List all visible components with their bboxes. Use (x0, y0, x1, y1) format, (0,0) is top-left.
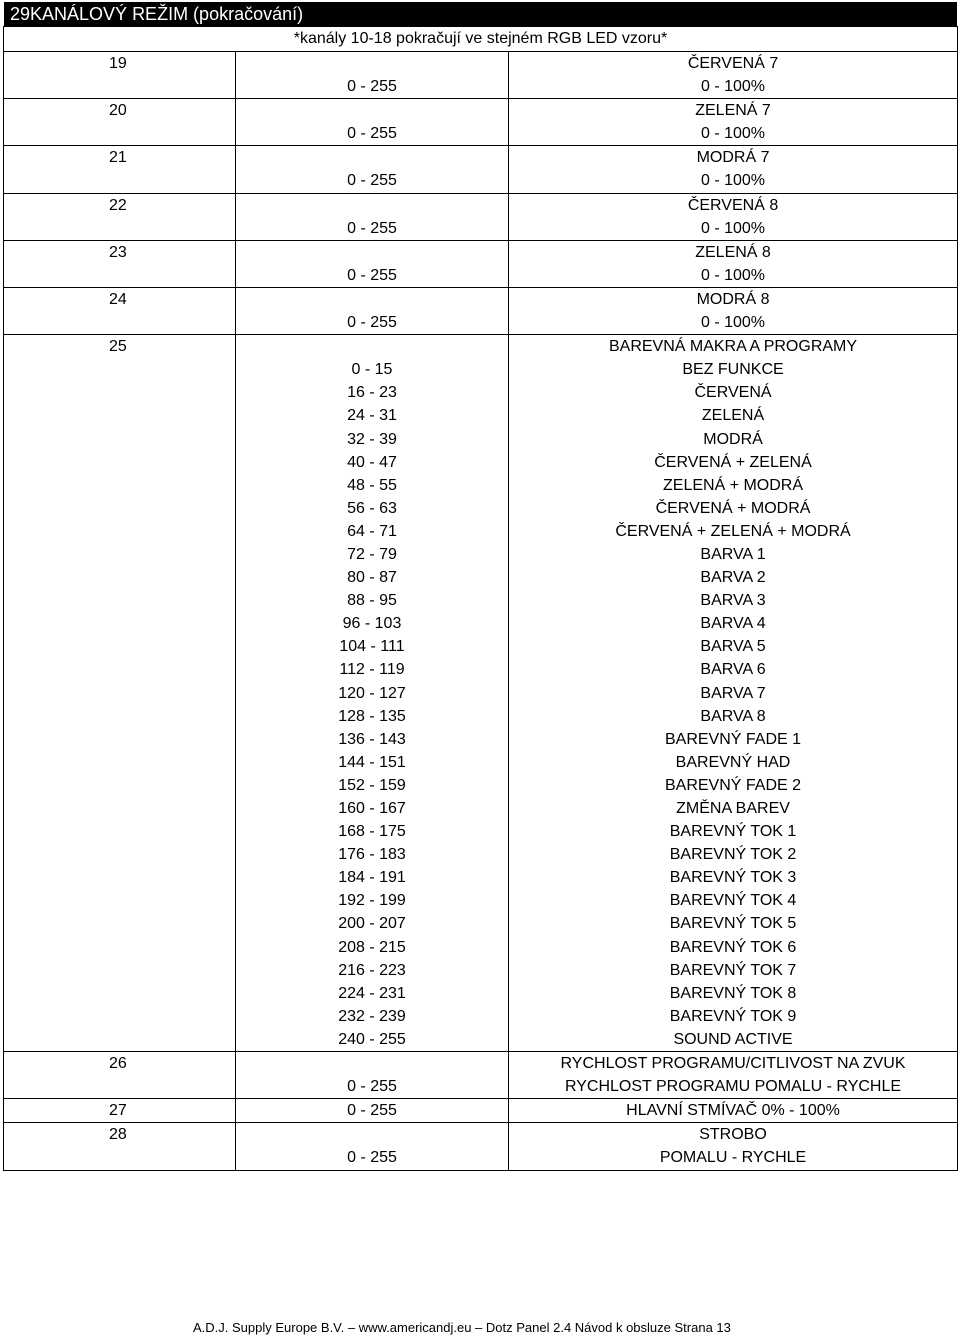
channel-cell (4, 1052, 236, 1099)
channel-cell (4, 193, 236, 240)
table-row (4, 1052, 958, 1099)
dmx-value-range (236, 1052, 508, 1075)
dmx-value-range: 88 - 95 (347, 592, 397, 610)
function-cell (509, 193, 958, 240)
function-label: BARVA 7 (700, 684, 766, 702)
function-label: BAREVNÝ TOK 2 (669, 846, 797, 864)
dmx-value-range: 144 - 151 (338, 753, 406, 771)
table-row (4, 240, 958, 287)
dmx-value-range: 112 - 119 (339, 661, 405, 679)
dmx-value-range: 192 - 199 (338, 892, 406, 910)
function-label: ZELENÁ 8 (695, 243, 771, 261)
dmx-value-range: 120 - 127 (338, 684, 406, 702)
range-cell (236, 193, 509, 240)
dmx-value-range: 64 - 71 (347, 522, 397, 540)
dmx-value-range: 176 - 183 (338, 846, 406, 864)
channel-cell (4, 1099, 236, 1123)
dmx-value-range: 48 - 55 (347, 476, 397, 494)
dmx-value-range: 240 - 255 (338, 1030, 406, 1048)
channel-number: 20 (109, 102, 127, 120)
dmx-value-range: 0 - 255 (347, 1149, 397, 1167)
function-cell (509, 146, 958, 193)
dmx-value-range (236, 241, 508, 264)
dmx-value-range (236, 99, 508, 122)
function-label: RYCHLOST PROGRAMU/CITLIVOST NA ZVUK (560, 1055, 906, 1073)
table-row (4, 52, 958, 99)
channel-number: 19 (109, 55, 127, 72)
function-label: BAREVNÝ FADE 2 (664, 776, 802, 794)
function-label: BAREVNÁ MAKRA A PROGRAMY (608, 338, 858, 356)
dmx-value-range: 72 - 79 (347, 545, 397, 563)
table-note: *kanály 10-18 pokračují ve stejném RGB LED vzoru* (4, 27, 958, 52)
dmx-value-range: 152 - 159 (338, 776, 406, 794)
dmx-value-range: 128 - 135 (338, 707, 406, 725)
dmx-value-range: 0 - 255 (347, 1102, 397, 1120)
dmx-value-range: 0 - 255 (347, 219, 397, 237)
table-row (4, 1099, 958, 1123)
range-cell (236, 1099, 509, 1123)
dmx-value-range: 104 - 111 (339, 638, 405, 656)
range-cell (236, 99, 509, 146)
table-note-row (4, 27, 958, 52)
function-label: ČERVENÁ + MODRÁ (655, 499, 811, 517)
table-row (4, 146, 958, 193)
function-label: BAREVNÝ TOK 4 (669, 892, 797, 910)
dmx-value-range: 224 - 231 (338, 984, 406, 1002)
table-row (4, 99, 958, 146)
table-row (4, 1123, 958, 1170)
dmx-value-range: 16 - 23 (347, 384, 397, 402)
function-label: BAREVNÝ HAD (675, 753, 791, 771)
function-label: STROBO (699, 1126, 767, 1144)
function-cell (509, 52, 958, 99)
channel-cell (4, 99, 236, 146)
function-label: BARVA 2 (700, 569, 766, 587)
dmx-value-range (236, 146, 508, 169)
range-cell (236, 1123, 509, 1170)
dmx-value-range: 184 - 191 (338, 869, 406, 887)
function-label: BAREVNÝ TOK 1 (669, 823, 797, 841)
page-footer: A.D.J. Supply Europe B.V. – www.americandj.eu – Dotz Panel 2.4 Návod k obsluze Strana 13 (193, 1320, 731, 1335)
function-cell (509, 287, 958, 334)
dmx-value-range: 40 - 47 (347, 453, 397, 471)
dmx-value-range: 136 - 143 (338, 730, 406, 748)
function-label: ČERVENÁ 7 (687, 55, 779, 72)
channel-cell (4, 287, 236, 334)
function-label: BARVA 3 (700, 592, 766, 610)
function-cell (509, 1099, 958, 1123)
dmx-value-range (236, 1123, 508, 1146)
table-row (4, 287, 958, 334)
channel-cell (4, 52, 236, 99)
function-label: 0 - 100% (700, 266, 766, 284)
function-label: ČERVENÁ + ZELENÁ + MODRÁ (615, 522, 851, 540)
table-row (4, 335, 958, 1052)
function-label: BARVA 1 (700, 545, 766, 563)
function-label: BAREVNÝ FADE 1 (664, 730, 802, 748)
channel-number: 26 (109, 1055, 127, 1073)
range-cell (236, 335, 509, 1052)
dmx-value-range (236, 335, 508, 358)
function-label: BARVA 6 (700, 661, 766, 679)
table-row (4, 193, 958, 240)
function-cell (509, 1052, 958, 1099)
range-cell (236, 52, 509, 99)
channel-number: 21 (109, 149, 127, 167)
function-cell (509, 335, 958, 1052)
function-label: 0 - 100% (700, 219, 766, 237)
dmx-value-range: 168 - 175 (338, 823, 406, 841)
function-cell (509, 99, 958, 146)
function-label: BEZ FUNKCE (682, 361, 784, 379)
function-label: BARVA 5 (700, 638, 766, 656)
dmx-value-range: 0 - 255 (347, 266, 397, 284)
function-label: MODRÁ (703, 430, 763, 448)
function-label: ČERVENÁ 8 (687, 196, 779, 214)
function-label: MODRÁ 8 (696, 290, 770, 308)
range-cell (236, 1052, 509, 1099)
channel-number: 23 (109, 243, 127, 261)
dmx-value-range: 0 - 255 (347, 78, 397, 96)
dmx-value-range: 24 - 31 (347, 407, 397, 425)
function-label: ČERVENÁ + ZELENÁ (654, 453, 812, 471)
channel-number: 22 (109, 196, 127, 214)
function-label: MODRÁ 7 (696, 149, 770, 167)
dmx-value-range: 96 - 103 (342, 615, 402, 633)
dmx-value-range: 208 - 215 (338, 938, 406, 956)
function-label: 0 - 100% (700, 314, 766, 332)
channel-number: 25 (109, 338, 127, 356)
dmx-value-range: 0 - 15 (351, 361, 393, 379)
function-label: ZELENÁ + MODRÁ (663, 476, 804, 494)
function-label: RYCHLOST PROGRAMU POMALU - RYCHLE (564, 1078, 902, 1096)
dmx-value-range: 216 - 223 (338, 961, 406, 979)
function-label: BAREVNÝ TOK 9 (669, 1007, 797, 1025)
dmx-value-range: 160 - 167 (338, 800, 406, 817)
function-label: BARVA 4 (700, 615, 766, 633)
dmx-value-range (236, 288, 508, 311)
channel-number: 24 (109, 290, 127, 308)
dmx-value-range: 0 - 255 (347, 1078, 397, 1096)
function-cell (509, 240, 958, 287)
function-label: 0 - 100% (700, 78, 766, 96)
range-cell (236, 240, 509, 287)
dmx-value-range: 0 - 255 (347, 314, 397, 332)
dmx-channel-table (3, 26, 958, 1171)
range-cell (236, 146, 509, 193)
function-label: BARVA 8 (700, 707, 766, 725)
channel-cell (4, 1123, 236, 1170)
channel-number: 28 (109, 1126, 127, 1144)
function-label: ZELENÁ (701, 407, 765, 425)
dmx-value-range: 200 - 207 (338, 915, 406, 933)
channel-cell (4, 146, 236, 193)
dmx-value-range: 232 - 239 (338, 1007, 406, 1025)
function-cell (509, 1123, 958, 1170)
channel-cell (4, 240, 236, 287)
dmx-value-range: 32 - 39 (347, 430, 397, 448)
function-label: SOUND ACTIVE (673, 1030, 793, 1048)
dmx-value-range: 56 - 63 (347, 499, 397, 517)
function-label: BAREVNÝ TOK 8 (669, 984, 797, 1002)
function-label: POMALU - RYCHLE (659, 1149, 807, 1167)
function-label: BAREVNÝ TOK 6 (669, 938, 797, 956)
function-label: HLAVNÍ STMÍVAČ 0% - 100% (626, 1102, 840, 1120)
dmx-value-range (236, 52, 508, 75)
function-label: ZELENÁ 7 (695, 102, 771, 120)
range-cell (236, 287, 509, 334)
function-label: BAREVNÝ TOK 3 (669, 869, 797, 887)
function-label: BAREVNÝ TOK 5 (669, 915, 797, 933)
function-label: 0 - 100% (700, 172, 766, 190)
dmx-value-range: 80 - 87 (347, 569, 397, 587)
channel-number: 27 (109, 1102, 127, 1120)
function-label: 0 - 100% (700, 125, 766, 143)
dmx-value-range: 0 - 255 (347, 172, 397, 190)
function-label: BAREVNÝ TOK 7 (669, 961, 797, 979)
page-title: 29KANÁLOVÝ REŽIM (pokračování) (4, 2, 957, 26)
function-label: ČERVENÁ (694, 384, 772, 402)
channel-cell (4, 335, 236, 1052)
function-label: ZMĚNA BAREV (676, 800, 790, 817)
dmx-value-range (236, 194, 508, 217)
dmx-value-range: 0 - 255 (347, 125, 397, 143)
